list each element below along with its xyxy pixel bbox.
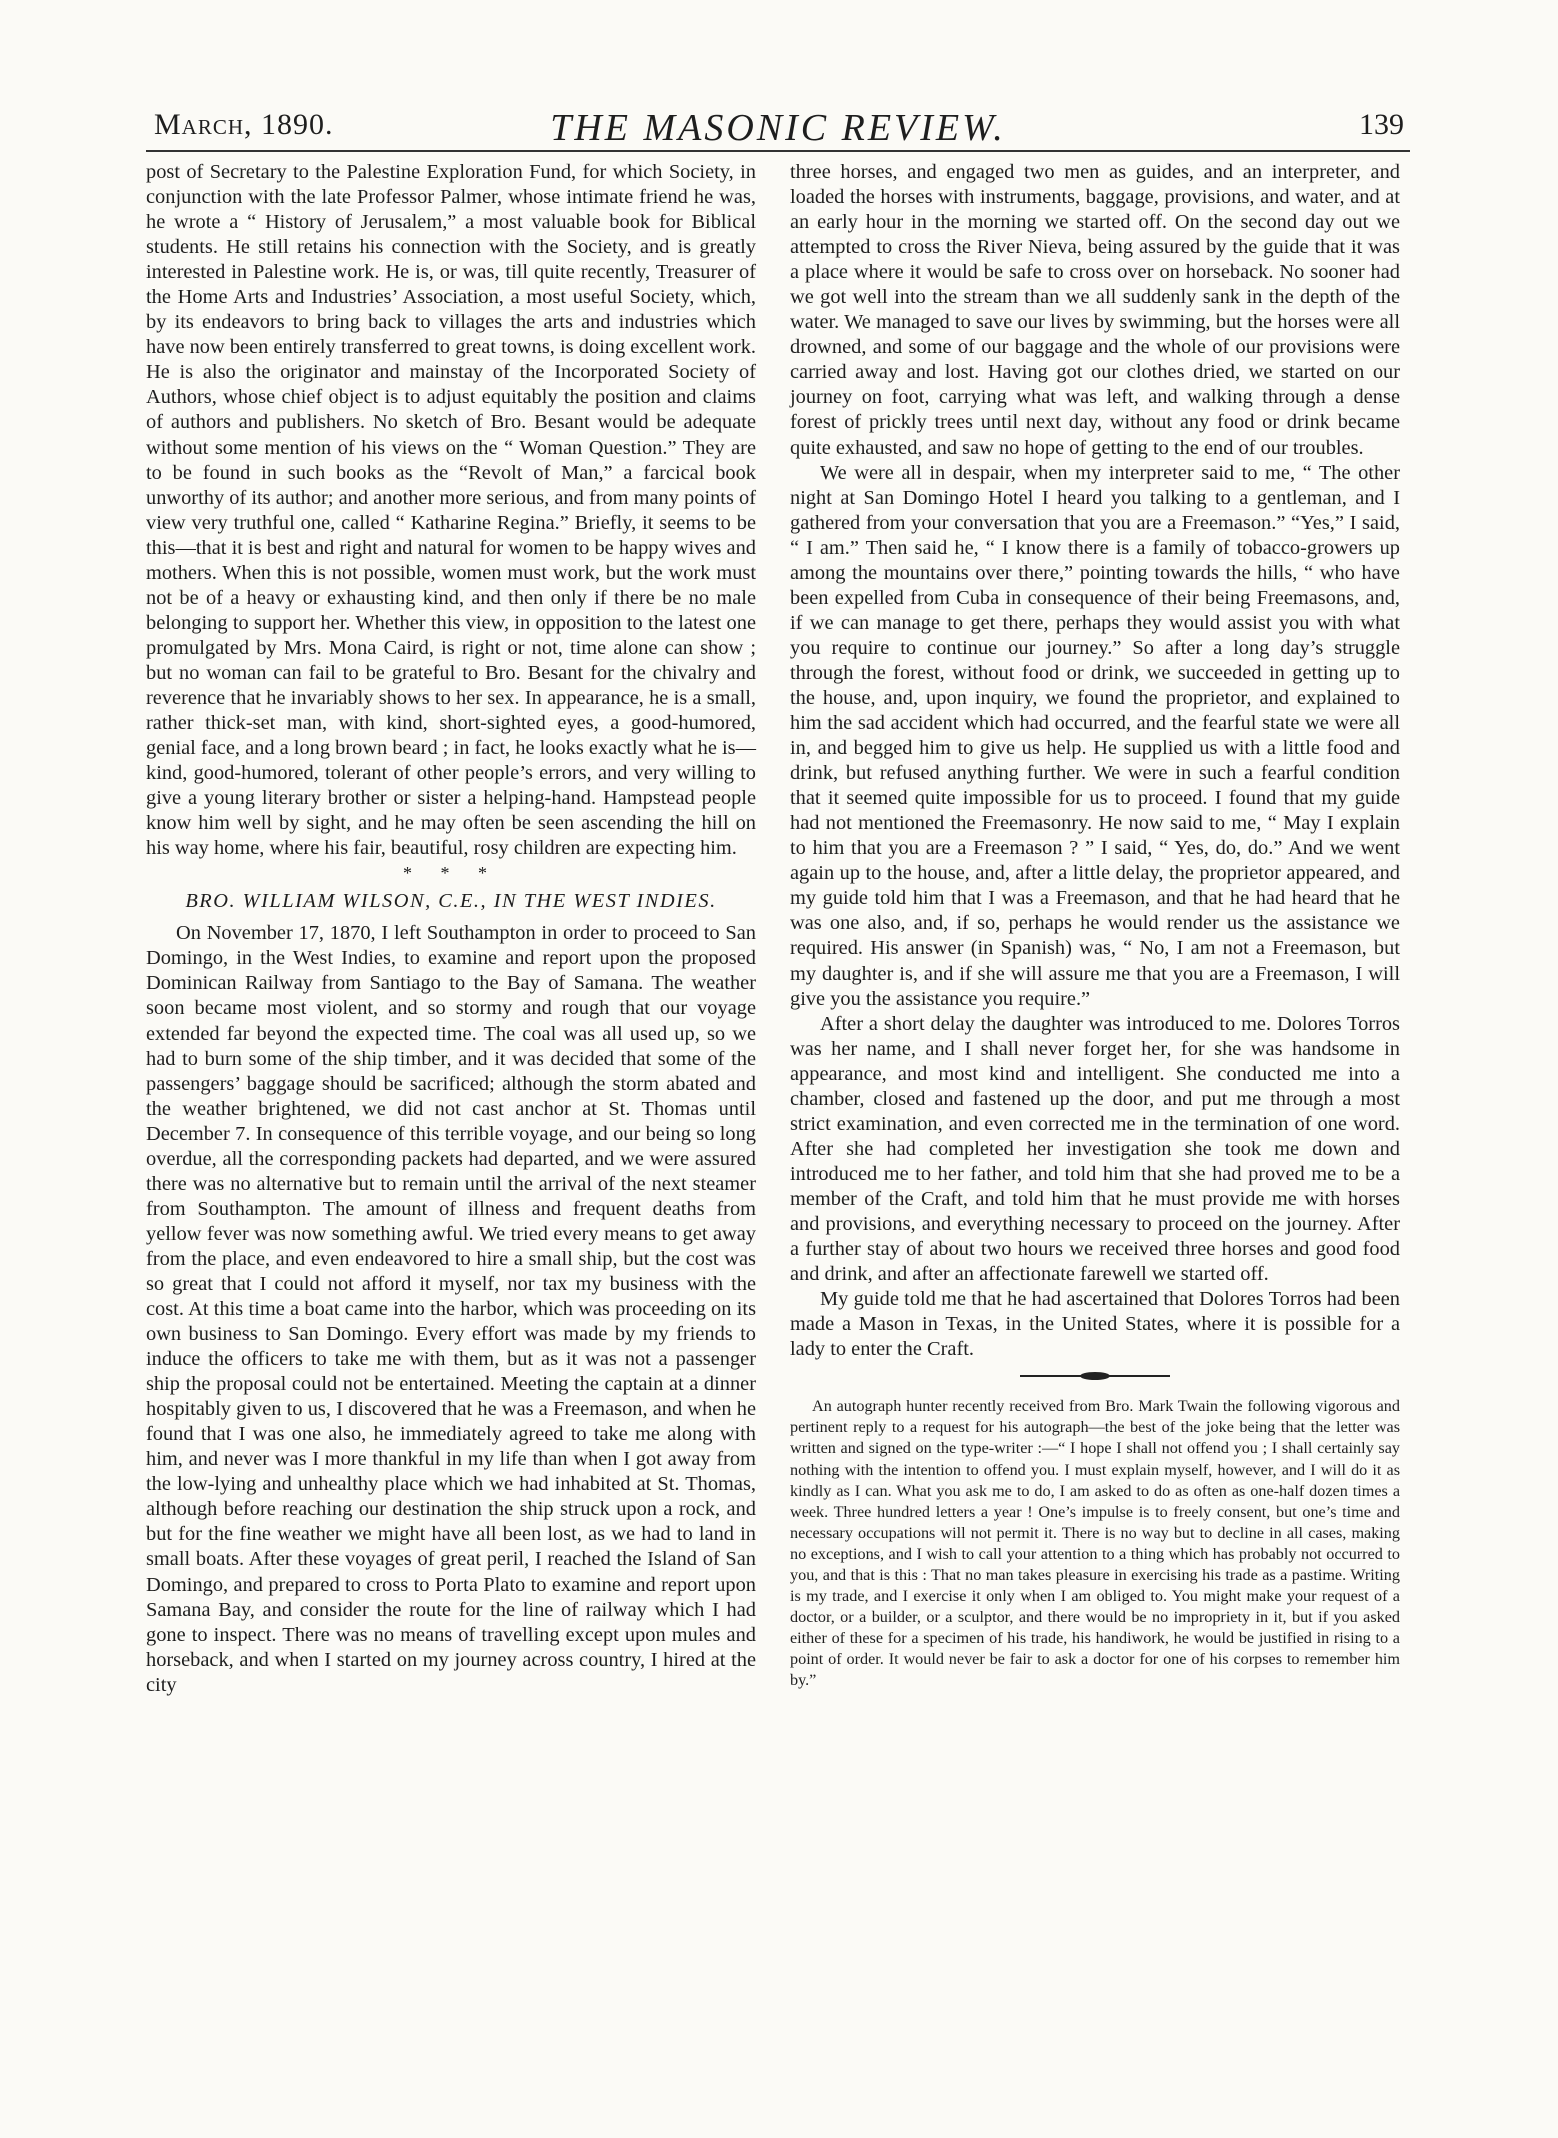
mark-twain-footnote bbox=[790, 1396, 1400, 1691]
divider-ornament bbox=[1080, 1372, 1110, 1380]
narrative-paragraph-2: We were all in despair, when my interpreter said to me, “ The other night at San Domingo Hotel I heard you talking to a gentleman, and I gathered from your conversation that you are a Freemason.” “Yes,” I said, “ I am.” Then said he, “ I know there is a family of tobacco-growers up among the mountains over there,” pointing towards the hills, “ who have been expelled from Cuba in consequence of their being Freemasons, and, if we can manage to get there, perhaps they would assist you with what you require to continue our journey.” So after a long day’s struggle through the forest, without food or drink, we succeeded in getting up to the house, and, upon inquiry, we found the proprietor, and explained to him the sad accident which had occurred, and the fearful state we were all in, and begged him to give us help. He supplied us with a little food and drink, but refused anything further. We were in such a fearful condition that it seemed quite impossible for us to proceed. I found that my guide had not mentioned the Freemasonry. He now said to me, “ May I explain to him that you are a Freemason ? ” I said, “ Yes, do, do.” And we went again up to the house, and, after a little delay, the proprietor appeared, and my guide told him that I was a Freemason, and that he had heard that he was one also, and, if so, perhaps he would render us the assistance we required. His answer (in Spanish) was, “ No, I am not a Freemason, but my daughter is, and if she will assure me that you are a Freemason, I will give you the assistance you require.” bbox=[790, 461, 1400, 1010]
wilson-narrative-paragraph: On November 17, 1870, I left Southampton in order to proceed to San Domingo, in the West Indies, to examine and report upon the proposed Dominican Railway from Santiago to the Bay of Samana. The weather soon became most violent, and so stormy and rough that our voyage extended far beyond the expected time. The coal was all used up, so we had to burn some of the ship timber, and it was decided that some of the passengers’ baggage should be sacrificed; although the storm abated and the weather brightened, we did not cast anchor at St. Thomas until December 7. In consequence of this terrible voyage, and our being so long overdue, all the corresponding packets had departed, and we were assured there was no alternative but to remain until the arrival of the next steamer from Southampton. The amount of illness and frequent deaths from yellow fever was now something awful. We tried every means to get away from the place, and even endeavored to hire a small ship, but the cost was so great that I could not afford it myself, nor tax my business with the cost. At this time a boat came into the harbor, which was proceeding on its own business to San Domingo. Every effort was made by my friends to induce the officers to take me with them, but as it was not a passenger ship the proposal could not be entertained. Meeting the captain at a dinner hospitably given to us, I discovered that he was a Freemason, and when he found that I was one also, he immediately agreed to take me along with him, and never was I more thankful in my life than when I got away from the low-lying and unhealthy place which we had inhabited at St. Thomas, although before reaching our destination the ship struck upon a rock, and but for the fine weather we might have all been lost, as we had to land in small boats. After these voyages of great peril, I reached the Island of San Domingo, and prepared to cross to Porta Plato to examine and report upon Samana Bay, and consider the route for the line of railway which I had gone to inspect. There was no means of travelling except upon mules and horseback, and when I started on my journey across country, I hired at the city bbox=[146, 922, 756, 1696]
left-column bbox=[146, 160, 756, 1698]
page-header bbox=[146, 106, 1410, 152]
journal-title: THE MASONIC REVIEW. bbox=[550, 107, 1006, 149]
footnote-paragraph: An autograph hunter recently received from Bro. Mark Twain the following vigorous and pertinent reply to a request for his autograph—the best of the joke being that the letter was written and signed on the type-writer :—“ I hope I shall not offend you ; I shall certainly say nothing with the intention to offend you. I must explain myself, however, and I will do it as kindly as I can. What you ask me to do, I am asked to do as often as one-half dozen times a week. Three hundred letters a year ! One’s impulse is to freely consent, but one’s time and necessary occupations will not permit it. There is no way but to decline in all cases, making no exceptions, and I wish to call your attention to a thing which has probably not occurred to you, and that is this : That no man takes pleasure in exercising his trade as a pastime. Writing is my trade, and I exercise it only when I am obliged to. You might make your request of a doctor, or a builder, or a sculptor, and there would be no impropriety in it, but if you asked either of these for a specimen of his trade, his handiwork, he would be justified in rising to a point of order. It would never be fair to ask a doctor for one of his corpses to remember him by.” bbox=[790, 1397, 1400, 1690]
article-heading: BRO. WILLIAM WILSON, C.E., IN THE WEST INDIES. bbox=[185, 890, 717, 913]
ornamental-divider bbox=[1020, 1372, 1170, 1380]
issue-date: March, 1890. bbox=[154, 108, 334, 141]
besant-sketch-paragraph: post of Secretary to the Palestine Exploration Fund, for which Society, in conjunction with the late Professor Palmer, whose intimate friend he was, he wrote a “ History of Jerusalem,” a most valuable book for Biblical students. He still retains his connection with the Society, and is greatly interested in Palestine work. He is, or was, till quite recently, Treasurer of the Home Arts and Industries’ Association, a most useful Society, which, by its endeavors to bring back to villages the arts and industries which have now been entirely transferred to great towns, is doing excellent work. He is also the originator and mainstay of the Incorporated Society of Authors, whose chief object is to adjust equitably the position and claims of authors and publishers. No sketch of Bro. Besant would be adequate without some mention of his views on the “ Woman Question.” They are to be found in such books as the “Revolt of Man,” a farcical book unworthy of its author; and another more serious, and from many points of view very truthful one, called “ Katharine Regina.” Briefly, it seems to be this—that it is best and right and natural for women to be happy wives and mothers. When this is not possible, women must work, but the work must not be of a heavy or exhausting kind, and then only if there be no male belonging to support her. Whether this view, in opposition to the latest one promulgated by Mrs. Mona Caird, is right or not, time alone can show ; but no woman can fail to be grateful to Bro. Besant for the chivalry and reverence that he invariably shows to her sex. In appearance, he is a small, rather thick-set man, with kind, short-sighted eyes, a good-humored, genial face, and a long brown beard ; in fact, he looks exactly what he is—kind, good-humored, tolerant of other people’s errors, and very willing to give a young literary brother or sister a helping-hand. Hampstead people know him well by sight, and he may often be seen ascending the hill on his way home, where his fair, beautiful, rosy children are expecting him. bbox=[146, 161, 756, 860]
page-number: 139 bbox=[1359, 108, 1404, 141]
narrative-paragraph-1: three horses, and engaged two men as guides, and an interpreter, and loaded the horses with instruments, baggage, provisions, and water, and at an early hour in the morning we started off. On the second day out we attempted to cross the River Nieva, being assured by the guide that it was a place where it would be safe to cross over on horseback. No sooner had we got well into the stream than we all suddenly sank in the depth of the water. We managed to save our lives by swimming, but the horses were all drowned, and some of our baggage and the whole of our provisions were carried away and lost. Having got our clothes dried, we started on our journey on foot, carrying what was left, and walking through a dense forest of prickly trees until next day, without any food or drink became quite exhausted, and saw no hope of getting to the end of our troubles. bbox=[790, 161, 1400, 459]
right-column bbox=[790, 160, 1400, 1692]
narrative-paragraph-3: After a short delay the daughter was introduced to me. Dolores Torros was her name, and I shall never forget her, for she was handsome in appearance, and most kind and intelligent. She conducted me into a chamber, closed and fastened up the door, and put me through a most strict examination, and even corrected me in the termination of one word. After she had completed her investigation she took me down and introduced me to her father, and told him that she had proved me to be a member of the Craft, and told him that he must provide me with horses and provisions, and everything necessary to proceed on the journey. After a further stay of about two hours we received three horses and good food and drink, and after an affectionate farewell we started off. bbox=[790, 1012, 1400, 1286]
narrative-paragraph-4: My guide told me that he had ascertained that Dolores Torros had been made a Mason in Texas, in the United States, where it is possible for a lady to enter the Craft. bbox=[790, 1288, 1400, 1361]
section-asterism: * * * bbox=[403, 863, 499, 884]
